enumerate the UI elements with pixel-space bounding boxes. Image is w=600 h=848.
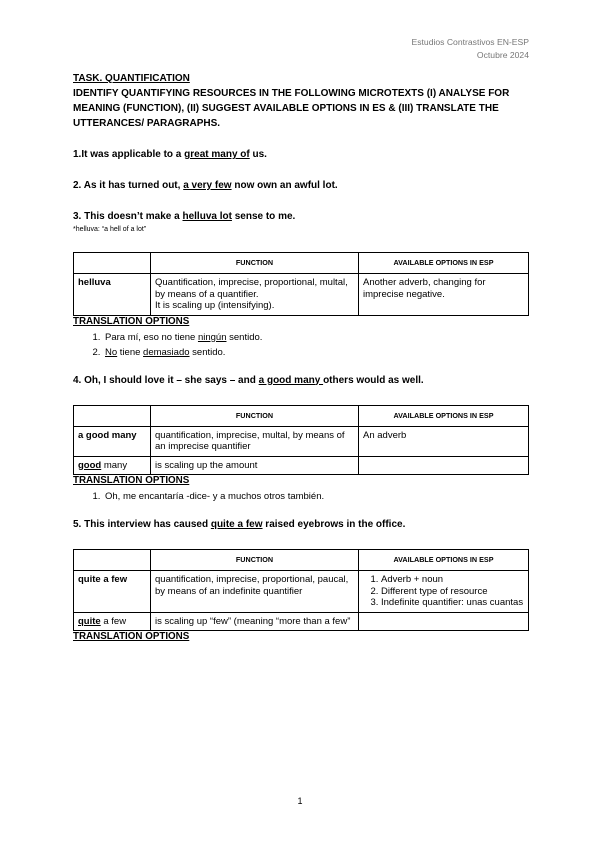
main-content [73,72,533,643]
options-cell [359,612,529,631]
question-4: 4. Oh, I should love it – she says – and a good many others would as well. [73,374,424,386]
question-3: 3. This doesn’t make a helluva lot sense to me. [73,211,296,222]
question-2: 2. As it has turned out, a very few now own an awful lot. [73,180,338,191]
table-header-row [74,405,529,426]
page-header [412,36,530,62]
page-number: 1 [297,796,303,806]
translation-list [73,330,533,360]
term-cell: quite a few [74,571,151,613]
list-item: 1. Para mí, eso no tiene ningún sentido. [103,330,533,345]
table-row [74,456,529,475]
quantifier-highlight: a good many [258,374,324,386]
table-row [74,571,529,613]
function-cell: quantification, imprecise, proportional, paucal, by means of an indefinite quantifier [151,571,359,613]
term-cell: helluva [74,274,151,316]
quantifier-highlight: quite a few [210,519,263,530]
function-cell: is scaling up “few” (meaning “more than a few” [151,612,359,631]
question-5: 5. This interview has caused quite a few raised eyebrows in the office. [73,519,406,530]
translation-list [73,489,533,504]
list-item: 2. No tiene demasiado sentido. [103,345,533,360]
options-cell [359,571,529,613]
quantifier-highlight: helluva lot [182,211,232,222]
course-name: Estudios Contrastivos EN-ESP [411,37,529,47]
table-header-row [74,253,529,274]
options-cell [359,456,529,475]
analysis-table-1 [73,252,529,316]
quantifier-highlight: great many of [184,149,250,160]
function-cell: Quantification, imprecise, proportional, multal, by means of a quantifier. It is scaling up (intensifying). [151,274,359,316]
function-cell: is scaling up the amount [151,456,359,475]
header-date: Octubre 2024 [476,50,529,60]
task-title: TASK. QUANTIFICATION [73,73,190,84]
translation-options-title: TRANSLATION OPTIONS [73,631,190,642]
function-header: FUNCTION [151,253,359,274]
task-instructions: IDENTIFY QUANTIFYING RESOURCES IN THE FOLLOWING MICROTEXTS (I) ANALYSE FOR MEANING (FUNCTION), (II) SUGGEST AVAILABLE OPTIONS IN ES & (III) TRANSLATE THE UTTERANCES/ PARAGRAPHS. [73,88,510,129]
question-1: 1.It was applicable to a great many of us. [73,149,267,160]
term-cell: a good many [74,426,151,456]
list-item: 1. Oh, me encantaría -dice- y a muchos otros también. [103,489,533,504]
quantifier-highlight: a very few [183,180,232,191]
list-item: 3. Indefinite quantifier: unas cuantas [381,597,524,609]
table-row [74,612,529,631]
analysis-table-3 [73,549,529,631]
list-item: 1. Adverb + noun [381,574,524,586]
options-header: AVAILABLE OPTIONS IN ESP [359,253,529,274]
table-row [74,426,529,456]
options-header: AVAILABLE OPTIONS IN ESP [359,405,529,426]
term-cell: quite a few [74,612,151,631]
options-cell: An adverb [359,426,529,456]
analysis-table-2 [73,405,529,476]
translation-options-title: TRANSLATION OPTIONS [73,475,190,486]
options-cell: Another adverb, changing for imprecise negative. [359,274,529,316]
options-list [363,574,524,609]
function-header: FUNCTION [151,550,359,571]
translation-options-title: TRANSLATION OPTIONS [73,315,190,327]
function-header: FUNCTION [151,405,359,426]
list-item: 2. Different type of resource [381,586,524,598]
term-cell: good many [74,456,151,475]
table-row [74,274,529,316]
options-header: AVAILABLE OPTIONS IN ESP [359,550,529,571]
footnote-helluva: *helluva: “a hell of a lot” [73,226,147,233]
function-cell: quantification, imprecise, multal, by means of an imprecise quantifier [151,426,359,456]
table-header-row [74,550,529,571]
